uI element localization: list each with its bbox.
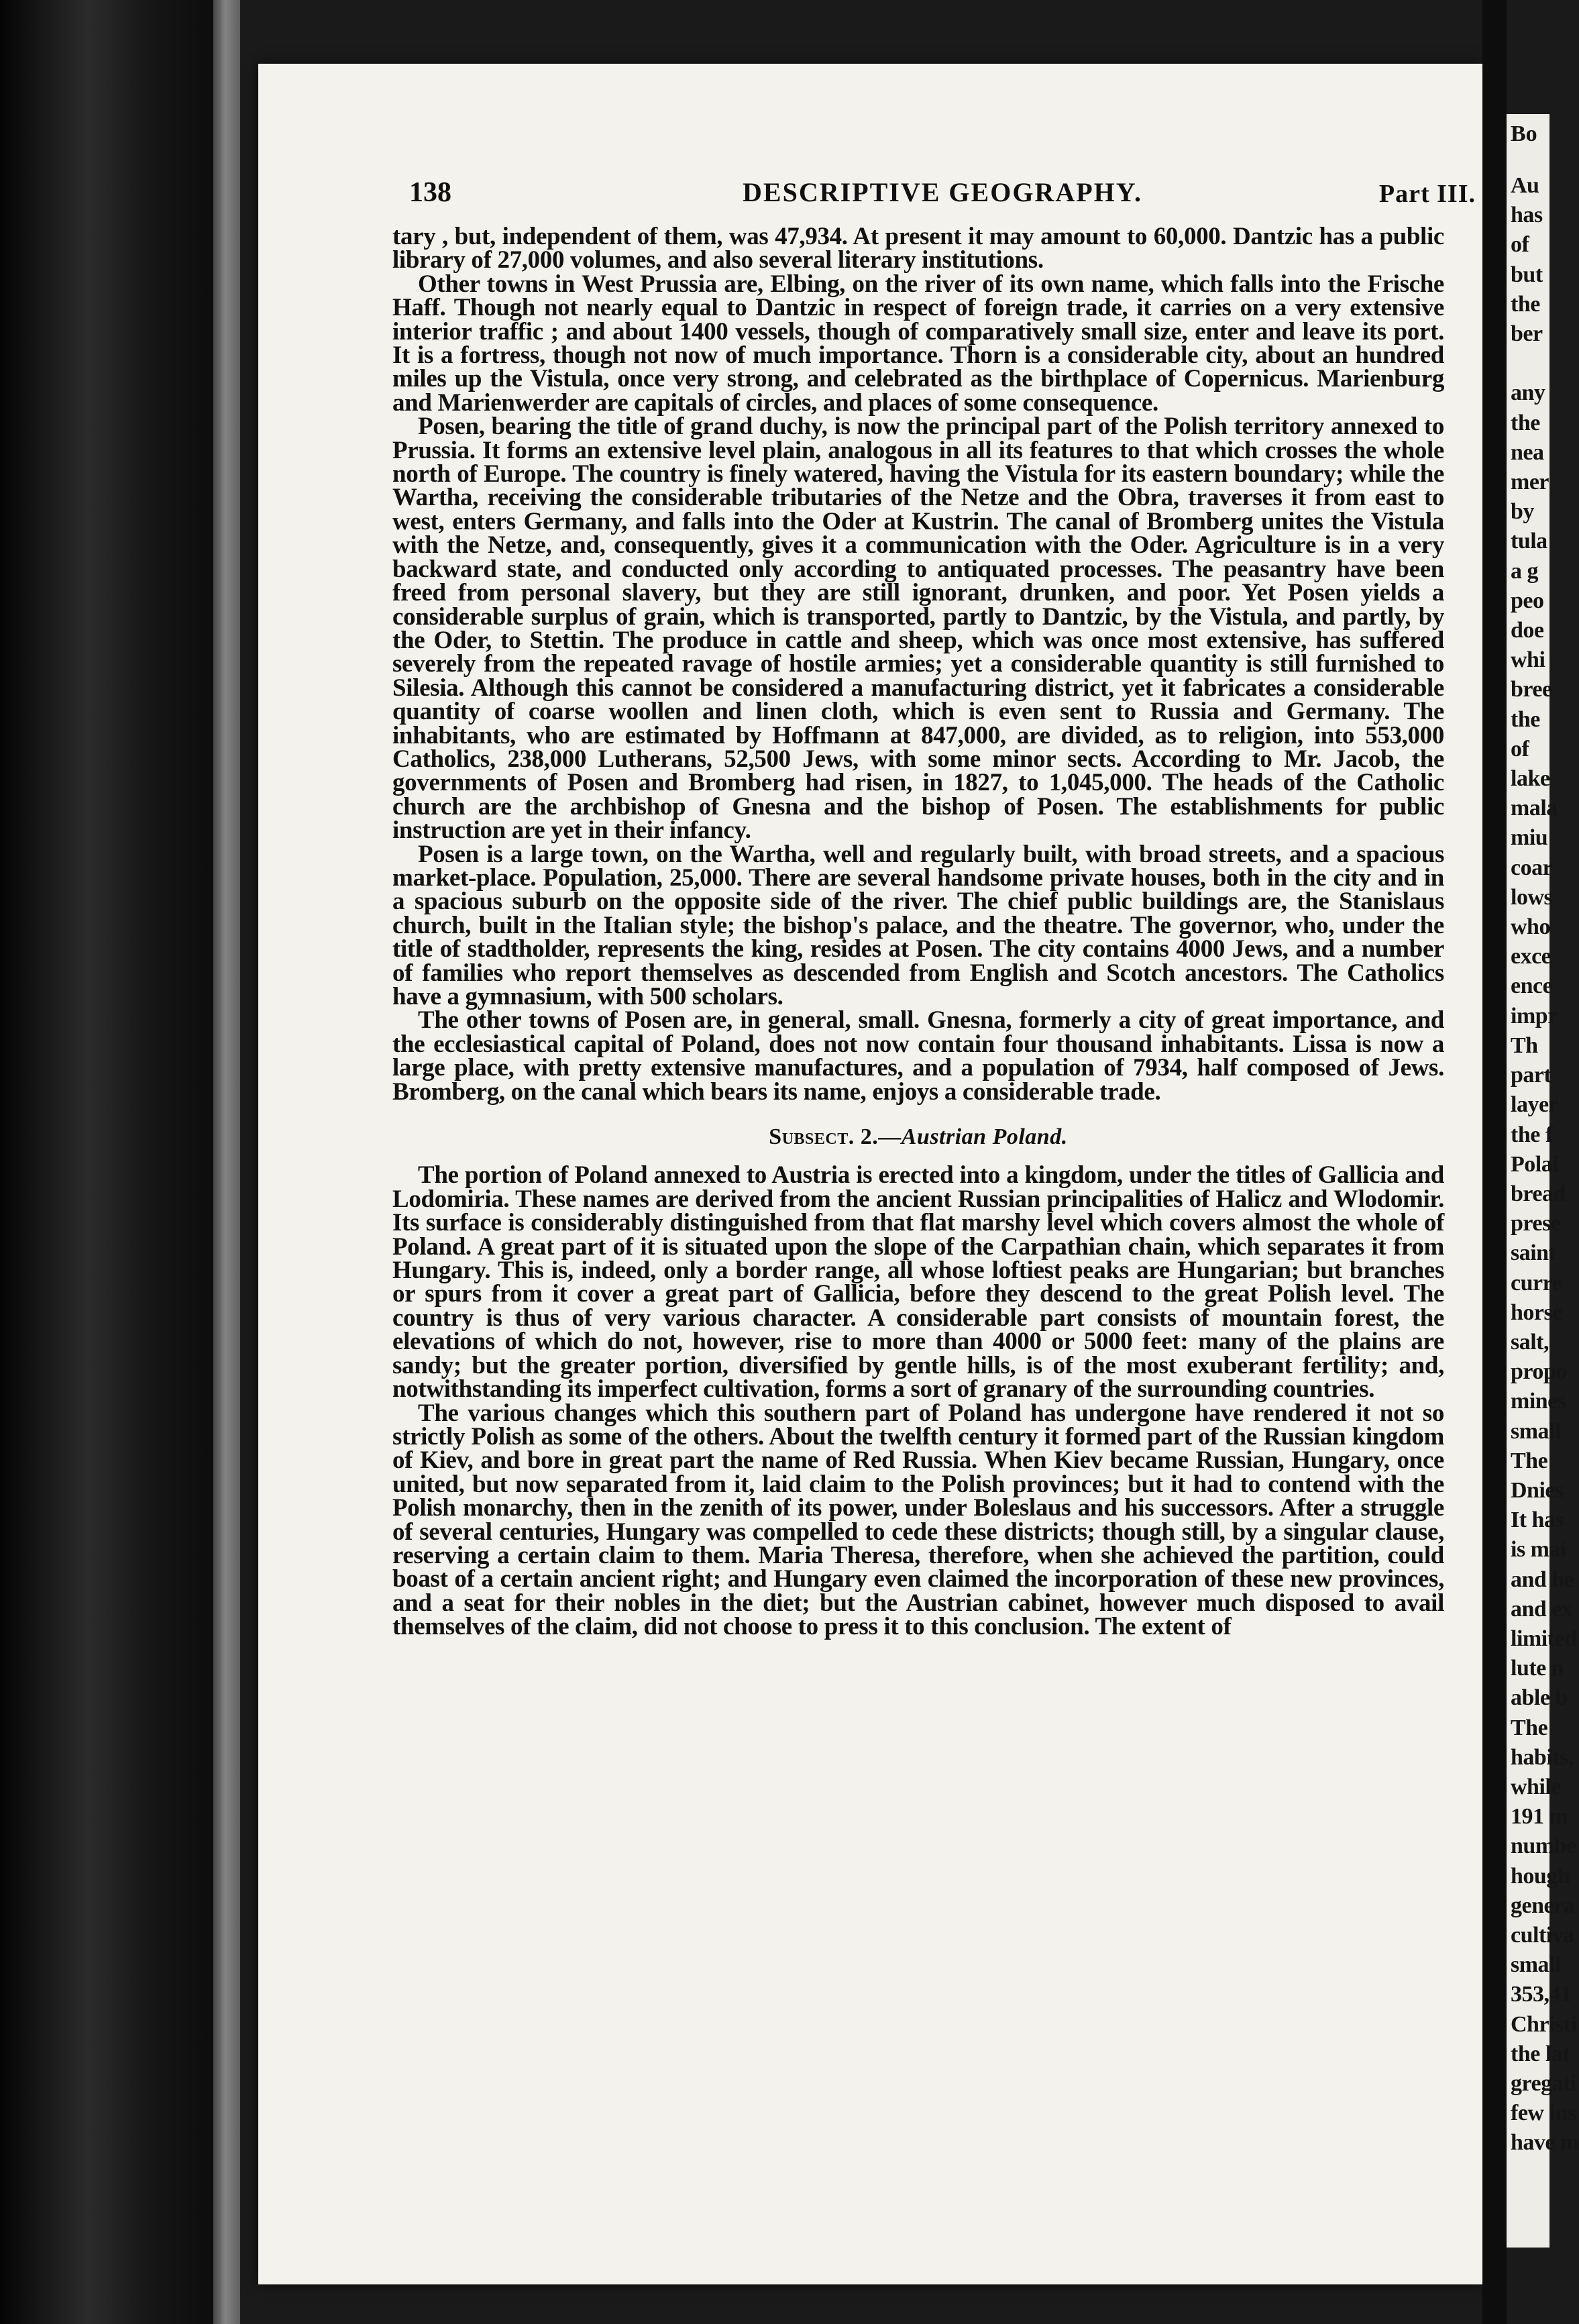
paragraph: Posen is a large town, on the Wartha, well and regularly built, with broad streets, and a spacious market-place. Population, 25,000. There are several handsome private houses, both in the city and in a spacious suburb on the opposite side of the river. The chief public buildings are, the Stanislaus church, built in the Italian style; the bishop's palace, and the theatre. The governor, who, under the title of stadtholder, represents the king, resides at Posen. The city contains 4000 Jews, and a number of families who report themselves as descended from English and Scotch ancestors. The Catholics have a gymnasium, with 500 scholars.: [392, 840, 1444, 1010]
adjacent-line-fragment: has: [1511, 203, 1543, 228]
adjacent-line-fragment: mer: [1511, 470, 1549, 495]
adjacent-line-fragment: whi: [1511, 647, 1545, 673]
paragraph: tary , but, independent of them, was 47,934. At present it may amount to 60,000. Dantzic has a public library of 27,000 volumes, and also several literary institutions.: [392, 223, 1444, 274]
adjacent-line-fragment: doe: [1511, 618, 1544, 643]
adjacent-line-fragment: salt,: [1511, 1329, 1549, 1355]
adjacent-line-fragment: genera: [1511, 1893, 1575, 1918]
adjacent-line-fragment: bree: [1511, 677, 1552, 702]
adjacent-line-fragment: habits,: [1511, 1744, 1574, 1770]
adjacent-line-fragment: miu: [1511, 825, 1548, 851]
adjacent-line-fragment: the f: [1511, 1122, 1553, 1147]
adjacent-line-fragment: Polai: [1511, 1151, 1559, 1177]
adjacent-line-fragment: [1507, 349, 1549, 378]
adjacent-line-fragment: cultiva: [1511, 1922, 1574, 1948]
adjacent-line-fragment: a g: [1511, 558, 1538, 584]
adjacent-line-fragment: 191 m: [1511, 1804, 1568, 1830]
adjacent-line-fragment: The: [1511, 1448, 1548, 1473]
adjacent-line-fragment: saint: [1511, 1240, 1556, 1266]
adjacent-line-fragment: coar: [1511, 855, 1553, 880]
adjacent-line-fragment: It has: [1511, 1508, 1564, 1533]
paragraph: The various changes which this southern part of Poland has undergone have rendered it not so strictly Polish as some of the others. About the twelfth century it formed part of the Russian kingdom of Kiev, and bore in great part the name of Red Russia. When Kiev became Russian, Hungary, once united, but now separated from it, laid claim to the Polish provinces; but it had to contend with the Polish monarchy, then in the zenith of its power, under Boleslaus and his successors. After a struggle of several centuries, Hungary was compelled to cede these districts; though still, by a singular clause, reserving a certain claim to them. Maria Theresa, therefore, when she achieved the partition, could boast of a certain ancient right; and Hungary even claimed the incorporation of these new provinces, and a seat for their nobles in the diet; but the Austrian cabinet, however much disposed to avail themselves of the claim, did not choose to press it to this conclusion. The extent of: [392, 1399, 1444, 1641]
adjacent-line-fragment: exce: [1511, 944, 1551, 969]
adjacent-line-fragment: layer: [1511, 1092, 1559, 1118]
adjacent-line-fragment: tula: [1511, 529, 1547, 554]
running-head: [409, 176, 1476, 217]
adjacent-line-fragment: able b: [1511, 1685, 1568, 1711]
adjacent-line-fragment: small: [1511, 1952, 1561, 1978]
adjacent-line-fragment: the: [1511, 291, 1540, 317]
adjacent-page-edge: [1507, 114, 1579, 2248]
adjacent-line-fragment: horse: [1511, 1300, 1562, 1325]
adjacent-line-fragment: of: [1511, 232, 1529, 258]
subsection-dash: —: [878, 1124, 902, 1150]
adjacent-line-fragment: ber: [1511, 321, 1543, 347]
adjacent-line-fragment: Dnies: [1511, 1477, 1564, 1503]
paragraph: Posen, bearing the title of grand duchy, is now the principal part of the Polish territory annexed to Prussia. It forms an extensive level plain, analogous in all its features to that which crosses the whole north of Europe. The country is finely watered, having the Vistula for its eastern boundary; while the Wartha, receiving the considerable tributaries of the Netze and the Obra, traverses it from east to west, enters Germany, and falls into the Oder at Kustrin. The canal of Bromberg unites the Vistula with the Netze, and, consequently, gives it a communication with the Oder. Agriculture is in a very backward state, and conducted only according to antiquated processes. The peasantry have been freed from personal slavery, but they are still ignorant, drunken, and poor. Yet Posen yields a considerable surplus of grain, which is transported, partly to Dantzic, by the Vistula, and partly, by the Oder, to Stettin. The produce in cattle and sheep, which was once most extensive, has suffered severely from the repeated ravage of hostile armies; yet a considerable quantity is still furnished to Silesia. Although this cannot be considered a manufacturing district, yet it fabricates a considerable quantity of coarse woollen and linen cloth, which is even sent to Russia and Germany. The inhabitants, who are estimated by Hoffmann at 847,000, are divided, as to religion, into 553,000 Catholics, 238,000 Lutherans, 52,500 Jews, with some minor sects. According to Mr. Jacob, the governments of Posen and Bromberg had risen, in 1827, to 1,045,000. The heads of the Catholic church are the archbishop of Gnesna and the bishop of Posen. The establishments for public instruction are yet in their infancy.: [392, 413, 1444, 845]
adjacent-line-fragment: the: [1511, 410, 1540, 435]
adjacent-line-fragment: bread: [1511, 1181, 1566, 1206]
adjacent-line-fragment: hough: [1511, 1863, 1570, 1889]
adjacent-line-fragment: numbe: [1511, 1834, 1576, 1859]
page-gutter: [1482, 0, 1507, 2324]
adjacent-line-fragment: lute n: [1511, 1656, 1564, 1681]
adjacent-line-fragment: small: [1511, 1418, 1561, 1444]
scan-dark-margin: [0, 0, 221, 2324]
adjacent-line-fragment: lows: [1511, 884, 1553, 910]
adjacent-line-fragment: gregati: [1511, 2071, 1576, 2096]
subsection-label: Subsect. 2.: [769, 1124, 879, 1150]
adjacent-line-fragment: curre: [1511, 1270, 1562, 1296]
adjacent-line-fragment: lake: [1511, 766, 1550, 792]
adjacent-line-fragment: few ins: [1511, 2101, 1576, 2126]
adjacent-line-fragment: any: [1511, 380, 1545, 406]
adjacent-line-fragment: but: [1511, 262, 1543, 287]
adjacent-line-fragment: propo: [1511, 1359, 1567, 1385]
adjacent-line-fragment: is mai: [1511, 1537, 1566, 1563]
paragraph: The other towns of Posen are, in general, small. Gnesna, formerly a city of great importance, and the ecclesiastical capital of Poland, does not now contain four thousand inhabitants. Lissa is now a large place, with pretty extensive manufactures, and a population of 7934, half composed of Jews. Bromberg, on the canal which bears its name, enjoys a considerable trade.: [392, 1006, 1444, 1106]
adjacent-line-fragment: mala: [1511, 796, 1558, 821]
adjacent-line-fragment: by: [1511, 499, 1534, 525]
adjacent-line-fragment: have m: [1511, 2130, 1579, 2156]
part-label: Part III.: [1378, 180, 1476, 208]
adjacent-line-fragment: Th: [1511, 1033, 1538, 1058]
adjacent-line-fragment: nea: [1511, 439, 1544, 465]
adjacent-line-fragment: and ex: [1511, 1596, 1573, 1622]
adjacent-page-fragments: [1507, 171, 1579, 2158]
adjacent-line-fragment: part: [1511, 1063, 1551, 1088]
adjacent-line-fragment: of: [1511, 736, 1529, 761]
adjacent-page-header: Bo: [1511, 121, 1537, 146]
adjacent-line-fragment: ence: [1511, 973, 1553, 999]
adjacent-line-fragment: impr: [1511, 1003, 1558, 1028]
subsection-heading: [392, 1125, 1444, 1149]
adjacent-line-fragment: limited: [1511, 1626, 1577, 1651]
book-spine-edge: [213, 0, 240, 2324]
paragraph: Other towns in West Prussia are, Elbing, on the river of its own name, which falls into the Frische Haff. Though not nearly equal to Dantzic in respect of foreign trade, it carries on a very extensive interior traffic ; and about 1400 vessels, though of comparatively small size, enter and leave its port. It is a fortress, though not now of much importance. Thorn is a considerable city, about an hundred miles up the Vistula, once very strong, and celebrated as the birthplace of Copernicus. Marienburg and Marienwerder are capitals of circles, and places of some consequence.: [392, 270, 1444, 417]
adjacent-line-fragment: mines: [1511, 1389, 1566, 1414]
body-text: [392, 225, 1444, 1639]
adjacent-line-fragment: 353,41: [1511, 1982, 1572, 2007]
adjacent-line-fragment: Christi: [1511, 2011, 1577, 2037]
adjacent-line-fragment: peo: [1511, 588, 1544, 613]
page-number: 138: [409, 177, 451, 208]
adjacent-line-fragment: The: [1511, 1715, 1548, 1740]
adjacent-line-fragment: prese: [1511, 1211, 1561, 1236]
book-page: [258, 64, 1482, 2284]
adjacent-line-fragment: and he: [1511, 1567, 1574, 1592]
adjacent-line-fragment: the lat: [1511, 2041, 1570, 2066]
running-title: DESCRIPTIVE GEOGRAPHY.: [743, 177, 1142, 207]
adjacent-line-fragment: while: [1511, 1774, 1561, 1799]
adjacent-line-fragment: who: [1511, 914, 1550, 940]
paragraph: The portion of Poland annexed to Austria is erected into a kingdom, under the titles of Gallicia and Lodomiria. These names are derived from the ancient Russian principalities of Halicz and Wlodomir. Its surface is considerably distinguished from that flat marshy level which covers almost the whole of Poland. A great part of it is situated upon the slope of the Carpathian chain, which separates it from Hungary. This is, indeed, only a border range, all whose loftiest peaks are Hungarian; but branches or spurs from it cover a great part of Gallicia, before they descend to the great Polish level. The country is thus of very various character. A considerable part consists of mountain forest, the elevations of which do not, however, rise to more than 4000 or 5000 feet: many of the plains are sandy; but the greater portion, diversified by gentle hills, is of the most exuberant fertility; and, notwithstanding its imperfect cultivation, forms a sort of granary of the surrounding countries.: [392, 1161, 1444, 1404]
adjacent-line-fragment: the: [1511, 706, 1540, 732]
adjacent-line-fragment: Au: [1511, 173, 1539, 198]
subsection-title: Austrian Poland.: [901, 1124, 1068, 1150]
